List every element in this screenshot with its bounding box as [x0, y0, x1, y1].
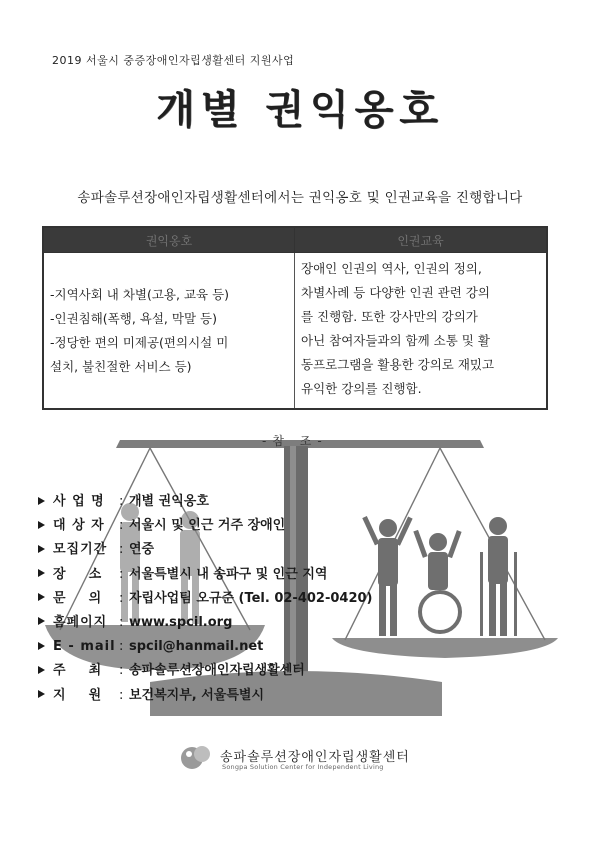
page-title: 개별 권익옹호: [156, 87, 444, 133]
triangle-bullet-icon: [38, 497, 45, 505]
triangle-bullet-icon: [38, 593, 45, 601]
table-header-education: 인권교육: [295, 227, 548, 253]
detail-row-email: E - mail : spcil@hanmail.net: [38, 635, 418, 659]
homepage-link[interactable]: www.spcil.org: [129, 614, 233, 630]
triangle-bullet-icon: [38, 690, 45, 698]
advocacy-line: -인권침해(폭행, 욕설, 막말 등): [50, 311, 217, 326]
detail-row-period: 모집기간 : 연중: [38, 538, 418, 562]
detail-row-host: 주 최 : 송파솔루션장애인자립생활센터: [38, 659, 418, 683]
triangle-bullet-icon: [38, 545, 45, 553]
program-details-list: [38, 490, 418, 708]
advocacy-line: -지역사회 내 차별(고용, 교육 등): [50, 287, 230, 302]
education-line: 유익한 강의를 진행함.: [301, 381, 422, 396]
education-line: 차별사례 등 다양한 인권 관련 강의: [301, 285, 490, 300]
triangle-bullet-icon: [38, 521, 45, 529]
detail-row-program-name: 사 업 명 : 개별 권익옹호: [38, 490, 418, 514]
program-supertitle: 2019 서울시 중증장애인자립생활센터 지원사업: [52, 54, 295, 67]
center-logo-icon: [178, 742, 214, 772]
education-line: 를 진행함. 또한 강사만의 강의가: [301, 309, 478, 324]
reference-label: -참 조-: [262, 434, 328, 448]
triangle-bullet-icon: [38, 569, 45, 577]
triangle-bullet-icon: [38, 617, 45, 625]
advocacy-line: 설치, 불친절한 서비스 등): [50, 359, 192, 374]
advocacy-line: -정당한 편의 미제공(편의시설 미: [50, 335, 229, 350]
education-line: 아닌 참여자들과의 함께 소통 및 활: [301, 333, 490, 348]
intro-text: 송파솔루션장애인자립생활센터에서는 권익옹호 및 인권교육을 진행합니다: [77, 190, 523, 206]
detail-row-target: 대 상 자 : 서울시 및 인근 거주 장애인: [38, 514, 418, 538]
triangle-bullet-icon: [38, 642, 45, 650]
footer-org-name: 송파솔루션장애인자립생활센터: [220, 750, 410, 765]
detail-row-location: 장 소 : 서울특별시 내 송파구 및 인근 지역: [38, 563, 418, 587]
email-link[interactable]: spcil@hanmail.net: [129, 639, 264, 655]
footer-org-name-en: Songpa Solution Center for Independent Living: [222, 763, 384, 771]
detail-row-support: 지 원 : 보건복지부, 서울특별시: [38, 684, 418, 708]
info-table: [42, 226, 548, 410]
education-line: 동프로그램을 활용한 강의로 재밌고: [301, 357, 495, 372]
table-header-advocacy: 권익옹호: [43, 227, 295, 253]
education-cell: [295, 253, 548, 410]
triangle-bullet-icon: [38, 666, 45, 674]
detail-row-contact: 문 의 : 자립사업팀 오규준 (Tel. 02-402-0420): [38, 587, 418, 611]
advocacy-cell: [43, 253, 295, 410]
education-line: 장애인 인권의 역사, 인권의 정의,: [301, 261, 482, 276]
detail-row-homepage: 홈페이지 : www.spcil.org: [38, 611, 418, 635]
